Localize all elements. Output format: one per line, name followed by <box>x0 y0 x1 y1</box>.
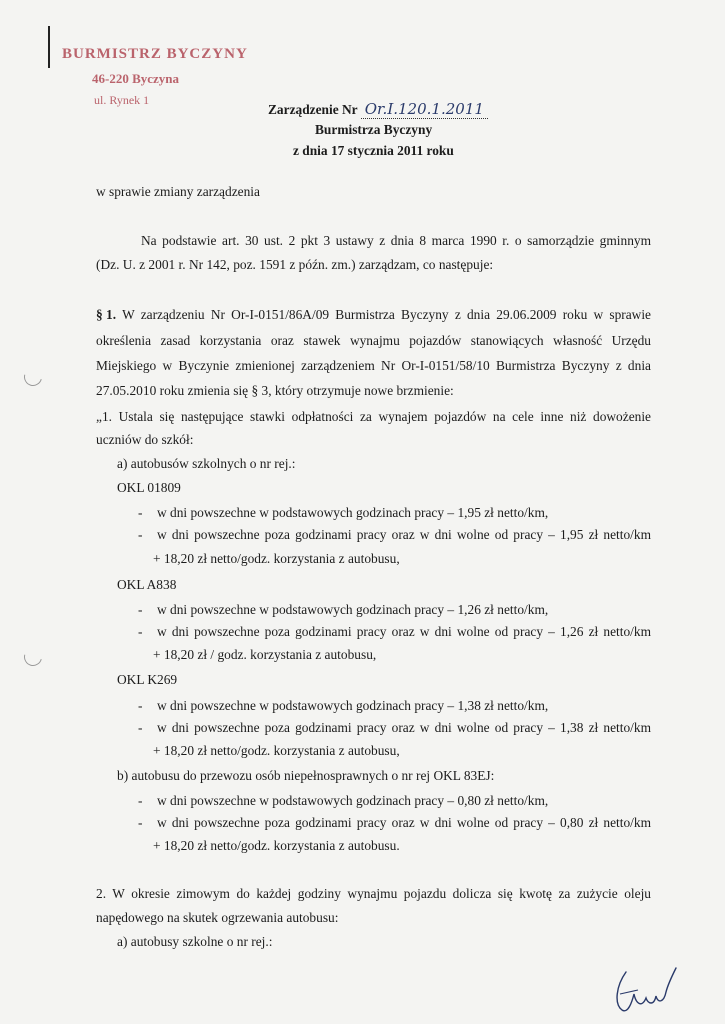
margin-line <box>48 26 50 68</box>
paragraph-1-first-line <box>96 307 651 323</box>
dash-bullet: - <box>138 698 143 713</box>
point-1-line-2: uczniów do szkół: <box>96 432 194 447</box>
dash-bullet: - <box>138 793 143 808</box>
bus-okl-01809: OKL 01809 <box>117 480 181 495</box>
rate-okl-01809-hourly: + 18,20 zł netto/godz. korzystania z autobusu, <box>153 551 400 566</box>
stamp-line-2: 46-220 Byczyna <box>92 71 180 86</box>
paragraph-mark: § 1. <box>96 307 117 322</box>
office-stamp-street <box>94 93 149 108</box>
rate-okl-a838-hourly: + 18,20 zł / godz. korzystania z autobusu, <box>153 647 377 662</box>
rate-okl-a838-standard: w dni powszechne w podstawowych godzinach pracy – 1,26 zł netto/km, <box>157 602 549 617</box>
issuer-text: Burmistrza Byczyny <box>315 122 433 137</box>
dash-bullet: - <box>138 527 143 542</box>
bus-okl-k269: OKL K269 <box>117 672 178 687</box>
paragraph-1-line-2: określenia zasad korzystania oraz stawek wynajmu pojazdów stanowiących własność Urzędu <box>96 333 651 348</box>
punch-hole-mark <box>21 365 46 390</box>
rate-okl-k269-hourly: + 18,20 zł netto/godz. korzystania z autobusu, <box>153 743 400 758</box>
punch-hole-mark <box>21 645 46 670</box>
rate-okl-k269-extra: w dni powszechne poza godzinami pracy oraz w dni wolne od pracy – 1,38 zł netto/km <box>157 720 651 735</box>
title-prefix: Zarządzenie Nr <box>268 102 358 117</box>
rate-okl-k269-standard: w dni powszechne w podstawowych godzinach pracy – 1,38 zł netto/km, <box>157 698 549 713</box>
rate-okl-83ej-standard: w dni powszechne w podstawowych godzinach pracy – 0,80 zł netto/km, <box>157 793 549 808</box>
dash-bullet: - <box>138 505 143 520</box>
bus-okl-a838: OKL A838 <box>117 577 177 592</box>
point-2-line-1: 2. W okresie zimowym do każdej godziny wynajmu pojazdu dolicza się kwotę za zużycie oleju <box>96 886 651 901</box>
rate-okl-83ej-hourly: + 18,20 zł netto/godz. korzystania z autobusu. <box>153 838 400 853</box>
ordinance-number: Or.I.120.1.2011 <box>361 100 488 119</box>
paragraph-1-line-3: Miejskiego w Byczynie zmienionej zarządzeniem Nr Or-I-0151/58/10 Burmistrza Byczyny z dnia <box>96 358 651 373</box>
point-1-line-1: „1. Ustala się następujące stawki odpłatności za wynajem pojazdów na cele inne niż dowożenie <box>96 409 651 424</box>
rate-okl-a838-extra: w dni powszechne poza godzinami pracy oraz w dni wolne od pracy – 1,26 zł netto/km <box>157 624 651 639</box>
office-stamp-address <box>92 71 179 87</box>
office-stamp <box>62 46 248 63</box>
dash-bullet: - <box>138 720 143 735</box>
point-2-item-a: a) autobusy szkolne o nr rej.: <box>117 934 273 949</box>
item-b-heading: b) autobusu do przewozu osób niepełnosprawnych o nr rej OKL 83EJ: <box>117 768 495 783</box>
signature-initials <box>612 964 682 1016</box>
rate-okl-01809-extra: w dni powszechne poza godzinami pracy oraz w dni wolne od pracy – 1,95 zł netto/km <box>157 527 651 542</box>
intro-line-2: (Dz. U. z 2001 r. Nr 142, poz. 1591 z późn. zm.) zarządzam, co następuje: <box>96 257 494 272</box>
paragraph-1-line-4: 27.05.2010 roku zmienia się § 3, który otrzymuje nowe brzmienie: <box>96 383 454 398</box>
item-a-heading: a) autobusów szkolnych o nr rej.: <box>117 456 296 471</box>
dash-bullet: - <box>138 624 143 639</box>
dash-bullet: - <box>138 602 143 617</box>
subject: w sprawie zmiany zarządzenia <box>96 184 260 199</box>
dash-bullet: - <box>138 815 143 830</box>
stamp-line-1: BURMISTRZ BYCZYNY <box>62 46 248 62</box>
rate-okl-83ej-extra: w dni powszechne poza godzinami pracy oraz w dni wolne od pracy – 0,80 zł netto/km <box>157 815 651 830</box>
date-text: z dnia 17 stycznia 2011 roku <box>293 143 454 158</box>
issuer <box>315 122 432 138</box>
ordinance-date <box>293 143 454 159</box>
paragraph-1-line-1: W zarządzeniu Nr Or-I-0151/86A/09 Burmistrza Byczyny z dnia 29.06.2009 roku w sprawie <box>122 307 651 322</box>
point-2-line-2: napędowego na skutek ogrzewania autobusu: <box>96 910 339 925</box>
ordinance-title <box>268 100 488 118</box>
rate-okl-01809-standard: w dni powszechne w podstawowych godzinach pracy – 1,95 zł netto/km, <box>157 505 549 520</box>
intro-line-1: Na podstawie art. 30 ust. 2 pkt 3 ustawy z dnia 8 marca 1990 r. o samorządzie gminnym <box>141 233 651 248</box>
stamp-line-3: ul. Rynek 1 <box>94 93 150 107</box>
